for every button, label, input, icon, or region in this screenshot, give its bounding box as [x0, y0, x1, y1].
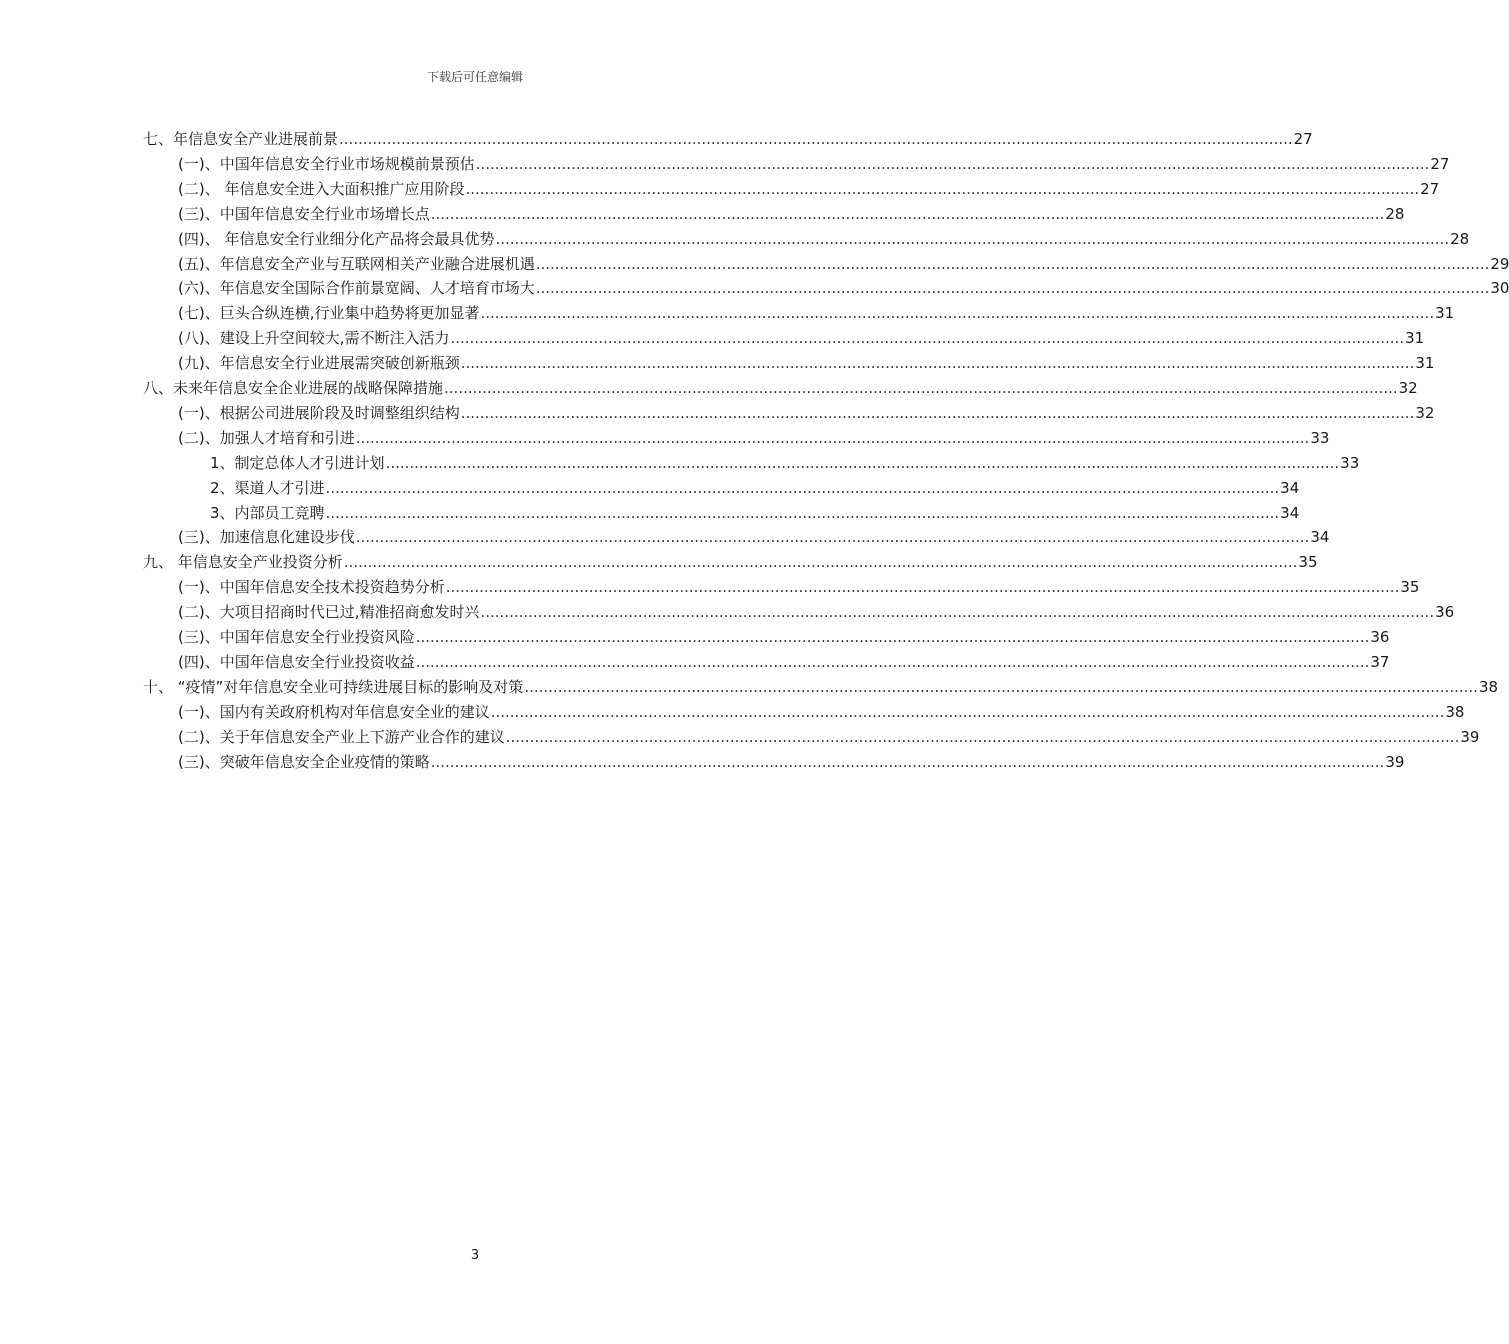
toc-dot-leader: ........................................................................................................................................................................................................	[450, 329, 1405, 347]
toc-entry-title: (九)、年信息安全行业进展需突破创新瓶颈	[178, 354, 460, 372]
toc-entry-page: 33	[1310, 429, 1330, 447]
toc-entry-page: 32	[1415, 404, 1435, 422]
toc-entry-title: (一)、中国年信息安全行业市场规模前景预估	[178, 155, 475, 173]
toc-entry-page: 27	[1430, 155, 1450, 173]
toc-dot-leader: ........................................................................................................................................................................................................	[343, 553, 1298, 571]
toc-dot-leader: ........................................................................................................................................................................................................	[325, 504, 1280, 522]
toc-entry[interactable]	[178, 300, 1455, 324]
toc-entry-page: 34	[1280, 504, 1300, 522]
toc-entry-title: (四)、中国年信息安全行业投资收益	[178, 653, 415, 671]
toc-entry[interactable]	[178, 251, 1509, 275]
toc-entry-title: 九、 年信息安全产业投资分析	[143, 553, 343, 571]
toc-entry-page: 27	[1293, 130, 1313, 148]
toc-dot-leader: ........................................................................................................................................................................................................	[460, 404, 1415, 422]
toc-entry-title: (二)、 年信息安全进入大面积推广应用阶段	[178, 180, 465, 198]
toc-entry[interactable]	[210, 500, 1300, 524]
toc-entry-page: 27	[1420, 180, 1440, 198]
toc-dot-leader: ........................................................................................................................................................................................................	[430, 753, 1385, 771]
toc-entry-title: (一)、中国年信息安全技术投资趋势分析	[178, 578, 445, 596]
toc-entry[interactable]	[143, 126, 1313, 150]
toc-entry-title: 1、制定总体人才引进计划	[210, 454, 385, 472]
toc-entry[interactable]	[178, 350, 1435, 374]
toc-entry-page: 31	[1405, 329, 1425, 347]
toc-entry[interactable]	[178, 524, 1330, 548]
page-header: 下载后可任意编辑	[426, 70, 523, 84]
toc-entry-page: 36	[1435, 603, 1455, 621]
toc-entry-title: (一)、根据公司进展阶段及时调整组织结构	[178, 404, 460, 422]
toc-entry-title: (三)、中国年信息安全行业市场增长点	[178, 205, 430, 223]
toc-entry-page: 34	[1310, 528, 1330, 546]
toc-entry[interactable]	[143, 375, 1418, 399]
toc-entry[interactable]	[178, 176, 1440, 200]
toc-dot-leader: ........................................................................................................................................................................................................	[490, 703, 1445, 721]
toc-entry-title: (八)、建设上升空间较大,需不断注入活力	[178, 329, 450, 347]
toc-entry-page: 39	[1460, 728, 1480, 746]
toc-entry[interactable]	[178, 325, 1425, 349]
toc-entry-title: 3、内部员工竞聘	[210, 504, 325, 522]
toc-entry-title: (二)、大项目招商时代已过,精准招商愈发时兴	[178, 603, 480, 621]
toc-entry[interactable]	[178, 226, 1470, 250]
toc-entry-title: 八、未来年信息安全企业进展的战略保障措施	[143, 379, 444, 397]
toc-dot-leader: ........................................................................................................................................................................................................	[465, 180, 1420, 198]
toc-dot-leader: ........................................................................................................................................................................................................	[355, 429, 1310, 447]
toc-entry-page: 33	[1340, 454, 1360, 472]
toc-dot-leader: ........................................................................................................................................................................................................	[325, 479, 1280, 497]
toc-dot-leader: ........................................................................................................................................................................................................	[480, 603, 1435, 621]
toc-entry-page: 34	[1280, 479, 1300, 497]
toc-dot-leader: ........................................................................................................................................................................................................	[355, 528, 1310, 546]
toc-dot-leader: ........................................................................................................................................................................................................	[415, 628, 1370, 646]
toc-dot-leader: ........................................................................................................................................................................................................	[535, 279, 1490, 297]
toc-entry-title: (四)、 年信息安全行业细分化产品将会最具优势	[178, 230, 495, 248]
toc-entry-page: 29	[1490, 255, 1509, 273]
toc-entry[interactable]	[143, 549, 1318, 573]
toc-entry[interactable]	[178, 599, 1455, 623]
toc-entry-page: 38	[1478, 678, 1499, 696]
toc-entry[interactable]	[210, 450, 1360, 474]
toc-entry-page: 28	[1385, 205, 1405, 223]
toc-entry-page: 28	[1450, 230, 1470, 248]
toc-dot-leader: ........................................................................................................................................................................................................	[535, 255, 1490, 273]
toc-entry-page: 30	[1490, 279, 1509, 297]
toc-dot-leader: ........................................................................................................................................................................................................	[385, 454, 1340, 472]
toc-dot-leader: ........................................................................................................................................................................................................	[505, 728, 1460, 746]
toc-dot-leader: ........................................................................................................................................................................................................	[524, 678, 1478, 696]
toc-dot-leader: ........................................................................................................................................................................................................	[495, 230, 1450, 248]
toc-entry[interactable]	[178, 749, 1405, 773]
toc-dot-leader: ........................................................................................................................................................................................................	[445, 578, 1400, 596]
toc-entry-title: (三)、加速信息化建设步伐	[178, 528, 355, 546]
toc-entry-title: 十、 “疫情”对年信息安全业可持续进展目标的影响及对策	[143, 678, 524, 696]
toc-entry[interactable]	[178, 201, 1405, 225]
toc-dot-leader: ........................................................................................................................................................................................................	[480, 304, 1435, 322]
toc-entry-title: 2、渠道人才引进	[210, 479, 325, 497]
toc-entry-page: 35	[1400, 578, 1420, 596]
toc-entry[interactable]	[178, 649, 1390, 673]
toc-dot-leader: ........................................................................................................................................................................................................	[444, 379, 1398, 397]
toc-entry-title: (一)、国内有关政府机构对年信息安全业的建议	[178, 703, 490, 721]
toc-entry-page: 32	[1398, 379, 1418, 397]
toc-entry[interactable]	[178, 400, 1435, 424]
toc-entry-title: (三)、突破年信息安全企业疫情的策略	[178, 753, 430, 771]
toc-entry-title: (七)、巨头合纵连横,行业集中趋势将更加显著	[178, 304, 480, 322]
toc-entry-page: 36	[1370, 628, 1390, 646]
toc-dot-leader: ........................................................................................................................................................................................................	[430, 205, 1385, 223]
toc-entry-title: (六)、年信息安全国际合作前景宽阔、人才培育市场大	[178, 279, 535, 297]
toc-entry-title: (二)、加强人才培育和引进	[178, 429, 355, 447]
toc-entry-title: (五)、年信息安全产业与互联网相关产业融合进展机遇	[178, 255, 535, 273]
toc-entry-page: 31	[1435, 304, 1455, 322]
toc-entry[interactable]	[178, 275, 1509, 299]
page-number: 3	[470, 1248, 480, 1263]
toc-dot-leader: ........................................................................................................................................................................................................	[475, 155, 1430, 173]
toc-dot-leader: ........................................................................................................................................................................................................	[339, 130, 1293, 148]
toc-entry-page: 35	[1298, 553, 1318, 571]
toc-dot-leader: ........................................................................................................................................................................................................	[415, 653, 1370, 671]
toc-entry[interactable]	[178, 724, 1480, 748]
toc-entry[interactable]	[178, 425, 1330, 449]
toc-entry[interactable]	[178, 624, 1390, 648]
toc-entry[interactable]	[178, 574, 1420, 598]
toc-entry[interactable]	[178, 151, 1450, 175]
toc-entry-title: (二)、关于年信息安全产业上下游产业合作的建议	[178, 728, 505, 746]
toc-entry[interactable]	[210, 475, 1300, 499]
toc-entry[interactable]	[143, 674, 1499, 698]
toc-entry[interactable]	[178, 699, 1465, 723]
toc-entry-page: 31	[1415, 354, 1435, 372]
toc-entry-title: 七、年信息安全产业进展前景	[143, 130, 339, 148]
toc-entry-page: 37	[1370, 653, 1390, 671]
toc-entry-page: 39	[1385, 753, 1405, 771]
toc-entry-page: 38	[1445, 703, 1465, 721]
toc-entry-title: (三)、中国年信息安全行业投资风险	[178, 628, 415, 646]
toc-dot-leader: ........................................................................................................................................................................................................	[460, 354, 1415, 372]
